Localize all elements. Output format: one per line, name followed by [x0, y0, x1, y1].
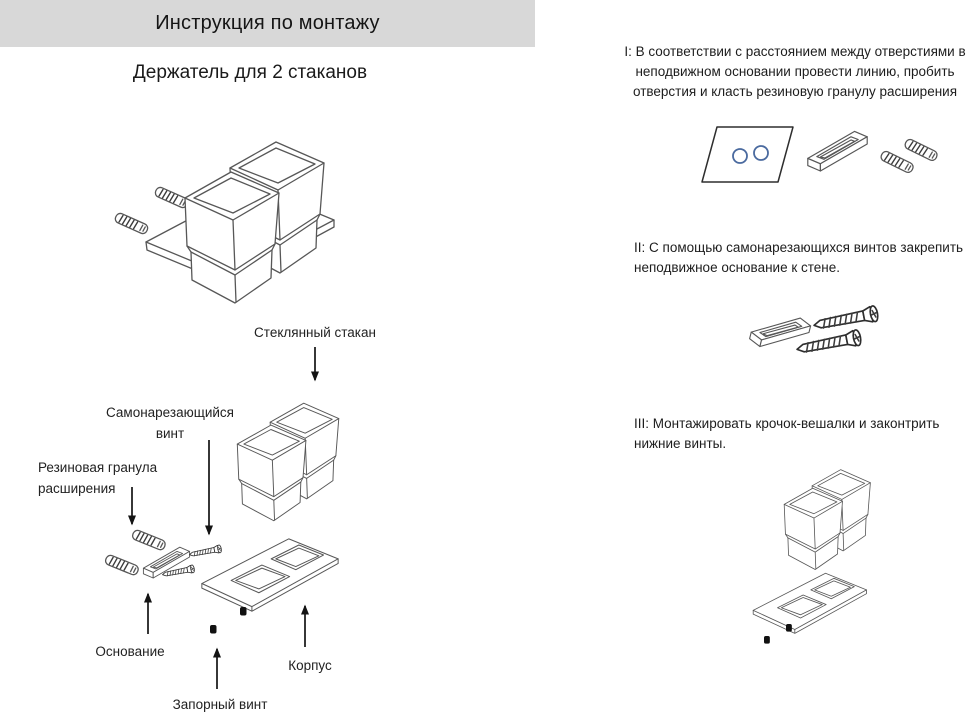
product-name: Держатель для 2 стаканов	[132, 62, 368, 83]
rubber-expansion-plug	[880, 150, 915, 174]
assembled-product-drawing	[114, 142, 334, 303]
self-tapping-screw	[813, 305, 879, 333]
locking-screw	[764, 636, 770, 644]
locking-screw	[786, 624, 792, 632]
callout-arrows	[132, 347, 315, 689]
label-glass-cup: Стеклянный стакан	[254, 325, 376, 340]
glass-cups	[185, 142, 324, 303]
locking-screw	[240, 607, 247, 616]
holder-body	[753, 573, 866, 633]
step2-text: II: С помощью самонарезающихся винтов закрепить неподвижное основание к стене.	[634, 239, 964, 275]
locking-screw	[210, 625, 217, 634]
rubber-expansion-plug	[104, 554, 139, 576]
self-tapping-screw	[189, 545, 222, 559]
rubber-expansion-plug	[131, 529, 166, 551]
step1-text: I: В соответствии с расстоянием между отверстиями в неподвижном основании провести линию, пробить отверстия и класть резиновую гранулу расширения	[624, 43, 966, 99]
label-base: Основание	[95, 644, 165, 659]
wall-anchor	[154, 186, 189, 209]
exploded-view-drawing	[104, 347, 339, 689]
step3-drawing	[753, 470, 870, 644]
holder-body	[202, 539, 338, 611]
drill-hole-mark	[754, 146, 768, 160]
step2-drawing	[748, 305, 879, 357]
label-locking-screw: Запорный винт	[172, 697, 268, 712]
glass-cups	[784, 470, 870, 570]
step3-text: III: Монтажировать крочок-вешалки и законтрить нижние винты.	[634, 415, 940, 451]
fixed-base	[808, 131, 867, 171]
rubber-expansion-plug	[904, 138, 939, 162]
step1-drawing	[702, 127, 939, 182]
drill-hole-mark	[733, 149, 747, 163]
glass-cups	[237, 403, 338, 521]
page-title: Инструкция по монтажу	[155, 12, 380, 34]
label-self-tapping-screw: Самонарезающийся винт	[106, 405, 234, 441]
label-body: Корпус	[288, 658, 332, 673]
wall-anchor	[114, 212, 149, 235]
label-rubber-expansion-plug: Резиновая гранула расширения	[38, 460, 158, 496]
